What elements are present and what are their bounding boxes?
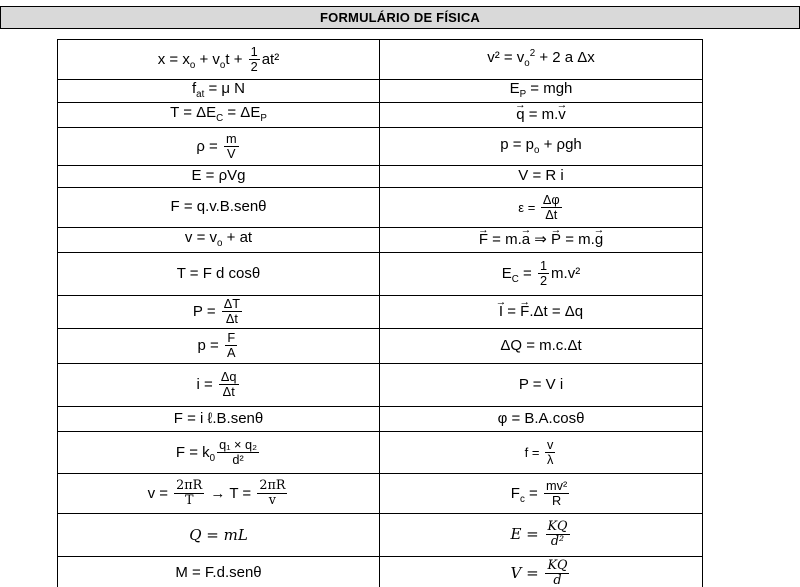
formula-cell: $v^2 = v_o^2 + 2$ a Δx [380,40,703,80]
formula-cell: V = R i [380,166,703,188]
formula-cell: ΔQ = m.c.Δt [380,329,703,364]
table-row [58,432,703,474]
formula-cell: T = F d cosθ [58,253,380,296]
table-row [58,364,703,407]
formulary-title: FORMULÁRIO DE FÍSICA [0,6,800,29]
formula-cell: ε = $\frac{\Delta\varphi}{\Delta t}$ [380,188,703,228]
formula-cell: E = $\frac{KQ}{\text{d²}}$ [380,514,703,557]
table-row [58,40,703,80]
table-row [58,474,703,514]
formula-cell: $T = \Delta E_C = \Delta E_P$ [58,103,380,128]
formula-cell: $F = k_0$ $\frac{\text{q₁ × q₂}}{\text{d²}}$ [58,432,380,474]
formula-cell: → F = m.→ a ⇒ → P = m.→ g [380,228,703,253]
table-row [58,80,703,103]
formula-cell: f = $\frac{v}{\lambda}$ [380,432,703,474]
table-row [58,329,703,364]
formula-cell: E = ρVg [58,166,380,188]
formula-cell: φ = B.A.cosθ [380,407,703,432]
formula-cell: $p = p_o + \rho gh$ [380,128,703,166]
table-row [58,228,703,253]
formula-table [57,39,703,587]
formula-cell: Q = mL [58,514,380,557]
formula-cell: → q = m.→ v [380,103,703,128]
table-row [58,103,703,128]
formula-cell: F = i ℓ.B.senθ [58,407,380,432]
formula-cell: v = $\frac{2\pi R}{T}$ → T = $\frac{2\pi R}{v}$ [58,474,380,514]
formula-cell: F = q.v.B.senθ [58,188,380,228]
table-row [58,514,703,557]
table-row [58,128,703,166]
formula-cell: $v = v_o$ + at [58,228,380,253]
table-row [58,166,703,188]
formula-cell: V = $\frac{KQ}{d}$ [380,557,703,587]
formula-cell: $E_P$ = mgh [380,80,703,103]
formula-cell: $F_c$ = $\frac{\text{mv²}}{R}$ [380,474,703,514]
formula-cell: ρ = $\frac{m}{V}$ [58,128,380,166]
table-row [58,557,703,587]
formula-cell: $f_{at} = \mu$ N [58,80,380,103]
formula-cell: $E_C$ = $\frac{1}{2}$ m.v² [380,253,703,296]
formula-cell: P = V i [380,364,703,407]
formula-cell: $x = x_o + v_ot$ + $\frac{1}{2}$ at² [58,40,380,80]
table-row [58,296,703,329]
table-row [58,253,703,296]
formula-cell: i = $\frac{\Delta q}{\Delta t}$ [58,364,380,407]
formula-cell: M = F.d.senθ [58,557,380,587]
formula-cell: P = $\frac{\Delta T}{\Delta t}$ [58,296,380,329]
formula-cell: p = $\frac{F}{A}$ [58,329,380,364]
formula-cell: → I = → F.Δt = Δq [380,296,703,329]
table-row [58,407,703,432]
table-row [58,188,703,228]
